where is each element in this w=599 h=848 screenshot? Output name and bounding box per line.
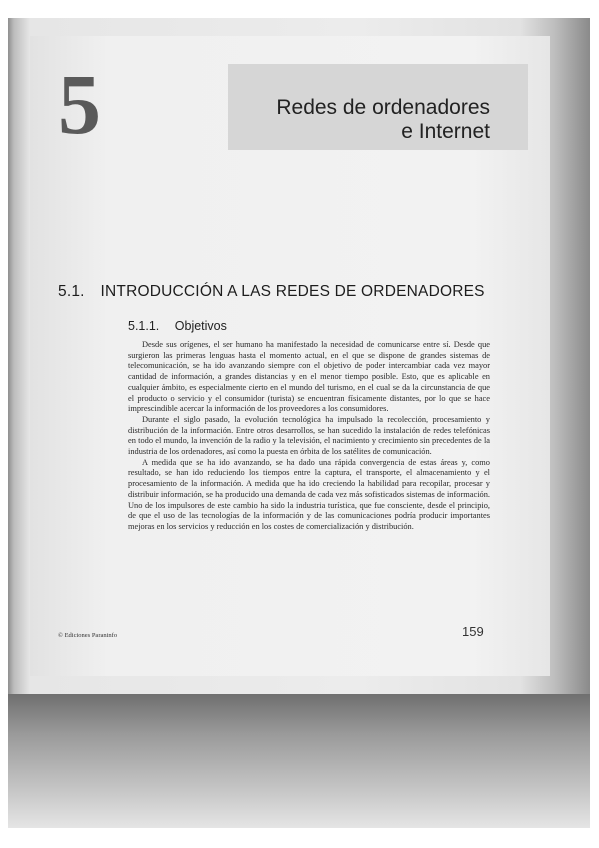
- chapter-title: [276, 96, 490, 144]
- book-page: [30, 36, 550, 676]
- paragraph: Durante el siglo pasado, la evolución tecnológica ha impulsado la recolección, procesamiento y distribución de la información. Entre otros desarrollos, se han sucedido la instalación de redes telefónicas en todo el mundo, la invención de la radio y la televisión, el nacimiento y crecimiento sin precedentes de la industria de los ordenadores, así como la puesta en órbita de los satélites de comunicación.: [128, 414, 490, 457]
- subsection-number: 5.1.1.: [128, 319, 160, 333]
- section-heading: [58, 283, 498, 301]
- scanned-page-background: [8, 18, 590, 828]
- chapter-title-line-2: e Internet: [401, 120, 490, 143]
- chapter-number: 5: [58, 56, 101, 152]
- subsection-heading: [128, 319, 227, 333]
- subsection-title: Objetivos: [174, 319, 227, 333]
- section-number: 5.1.: [58, 283, 85, 300]
- page-number: 159: [462, 624, 484, 639]
- section-title: INTRODUCCIÓN A LAS REDES DE ORDENADORES: [100, 283, 485, 300]
- chapter-title-line-1: Redes de ordenadores: [276, 96, 490, 119]
- facing-page-shadow: [8, 694, 590, 828]
- paragraph: Desde sus orígenes, el ser humano ha manifestado la necesidad de comunicarse entre sí. Desde que surgieron las primeras lenguas hasta el momento actual, en el que se dispone de grandes sistemas de telecomunicación, se ha ido avanzando siempre con el objetivo de poder intercambiar cada vez mayor cantidad de información, a grandes distancias y en el menor tiempo posible. Esto, que es aplicable en cualquier ámbito, es especialmente cierto en el mundo del turismo, en el cual se da la circunstancia de que el producto o servicio y el consumidor (turista) se encuentran físicamente distantes, por lo que se hace imprescindible acercar la información de los proveedores a los consumidores.: [128, 340, 490, 414]
- publisher-credit: © Ediciones Paraninfo: [58, 632, 118, 639]
- body-text: [128, 340, 490, 533]
- paragraph: A medida que se ha ido avanzando, se ha dado una rápida convergencia de estas áreas y, como resultado, se han ido reduciendo los tiempos entre la captura, el transporte, el almacenamiento y el procesamiento de la información. A medida que ha ido creciendo la habilidad para recopilar, procesar y distribuir información, se ha producido una demanda de cada vez más sofisticados sistemas de información. Uno de los impulsores de este cambio ha sido la industria turística, que fue consciente, desde el principio, de que el uso de las tecnologías de la información y de las comunicaciones podría producir importantes mejoras en los servicios y reducción en los costes de comercialización y distribución.: [128, 457, 490, 531]
